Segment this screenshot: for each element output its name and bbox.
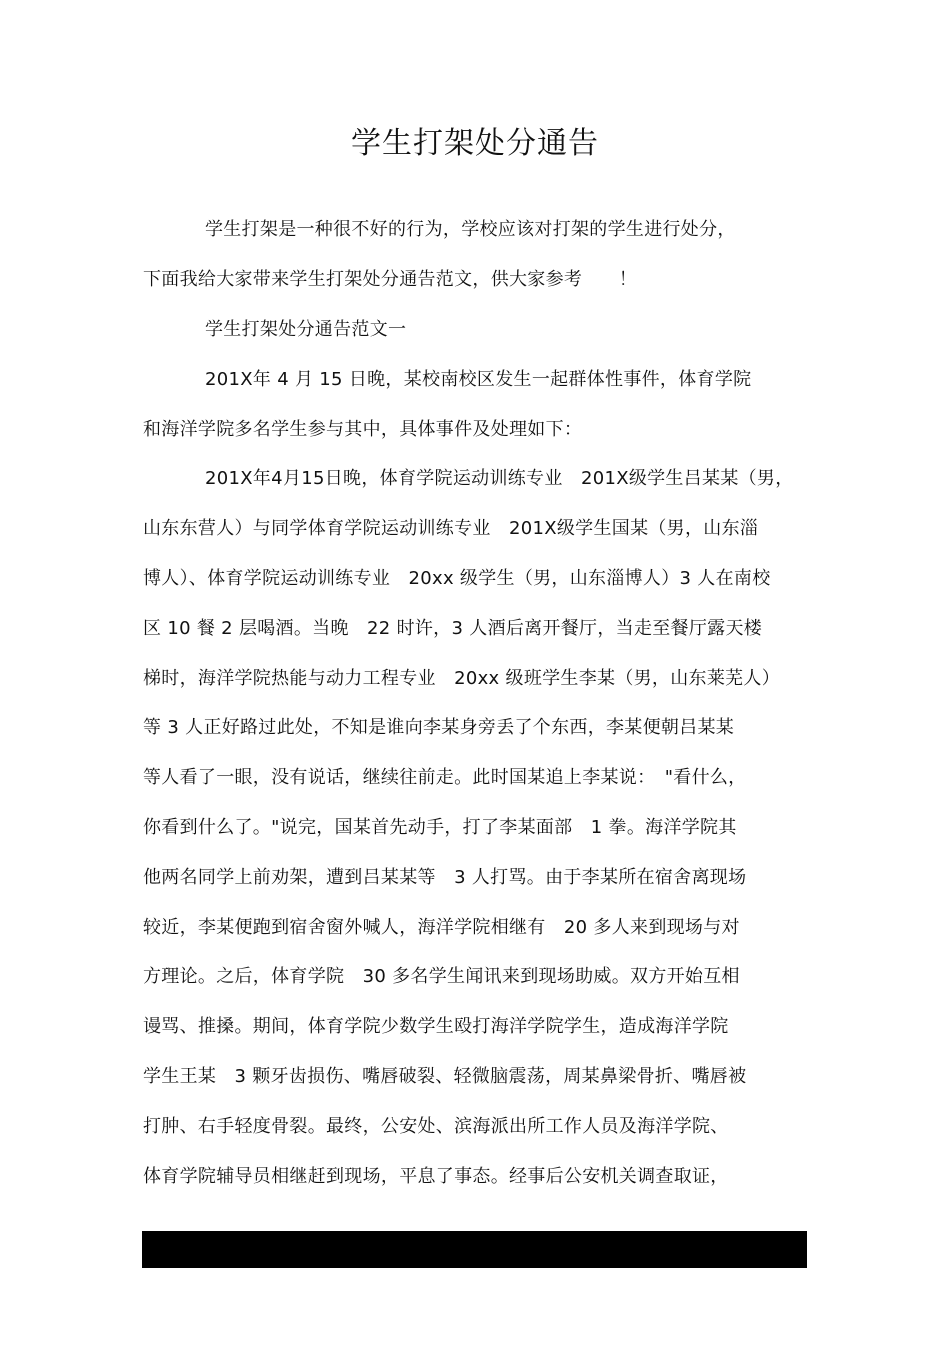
paragraph-line: 学生打架是一种很不好的行为，学校应该对打架的学生进行处分， bbox=[205, 219, 736, 240]
paragraph-line: 下面我给大家带来学生打架处分通告范文，供大家参考 ！ bbox=[143, 269, 638, 290]
paragraph-line: 方理论。之后，体育学院 30 多名学生闻讯来到现场助威。双方开始互相 bbox=[143, 966, 740, 987]
paragraph-line: 体育学院辅导员相继赶到现场，平息了事态。经事后公安机关调查取证， bbox=[143, 1166, 729, 1187]
paragraph-line: 等 3 人正好路过此处，不知是谁向李某身旁丢了个东西，李某便朝吕某某 bbox=[143, 717, 735, 738]
paragraph-line: 和海洋学院多名学生参与其中，具体事件及处理如下： bbox=[143, 419, 583, 440]
paragraph-line: 学生王某 3 颗牙齿损伤、嘴唇破裂、轻微脑震荡，周某鼻梁骨折、嘴唇被 bbox=[143, 1066, 747, 1087]
paragraph-line: 博人）、体育学院运动训练专业 20xx 级学生（男，山东淄博人）3 人在南校 bbox=[143, 568, 771, 589]
paragraph-line: 梯时，海洋学院热能与动力工程专业 20xx 级班学生李某（男，山东莱芜人） bbox=[143, 668, 781, 689]
document-title: 学生打架处分通告 bbox=[351, 126, 599, 161]
paragraph-line: 你看到什么了。"说完，国某首先动手，打了李某面部 1 拳。海洋学院其 bbox=[143, 817, 737, 838]
paragraph-line: 他两名同学上前劝架，遭到吕某某等 3 人打骂。由于李某所在宿舍离现场 bbox=[143, 867, 747, 888]
paragraph-line: 较近，李某便跑到宿舍窗外喊人，海洋学院相继有 20 多人来到现场与对 bbox=[143, 917, 740, 938]
section-heading: 学生打架处分通告范文一 bbox=[205, 319, 407, 340]
footer-black-bar bbox=[142, 1231, 807, 1268]
paragraph-line: 谩骂、推搡。期间，体育学院少数学生殴打海洋学院学生，造成海洋学院 bbox=[143, 1016, 729, 1037]
paragraph-line: 201X年 4 月 15 日晚，某校南校区发生一起群体性事件，体育学院 bbox=[205, 369, 752, 390]
paragraph-line: 201X年4月15日晚，体育学院运动训练专业 201X级学生吕某某（男， bbox=[205, 468, 794, 489]
paragraph-line: 打肿、右手轻度骨裂。最终，公安处、滨海派出所工作人员及海洋学院、 bbox=[143, 1116, 729, 1137]
paragraph-line: 山东东营人）与同学体育学院运动训练专业 201X级学生国某（男，山东淄 bbox=[143, 518, 759, 539]
paragraph-line: 区 10 餐 2 层喝酒。当晚 22 时许，3 人酒后离开餐厅，当走至餐厅露天楼 bbox=[143, 618, 763, 639]
paragraph-line: 等人看了一眼，没有说话，继续往前走。此时国某追上李某说： "看什么， bbox=[143, 767, 747, 788]
